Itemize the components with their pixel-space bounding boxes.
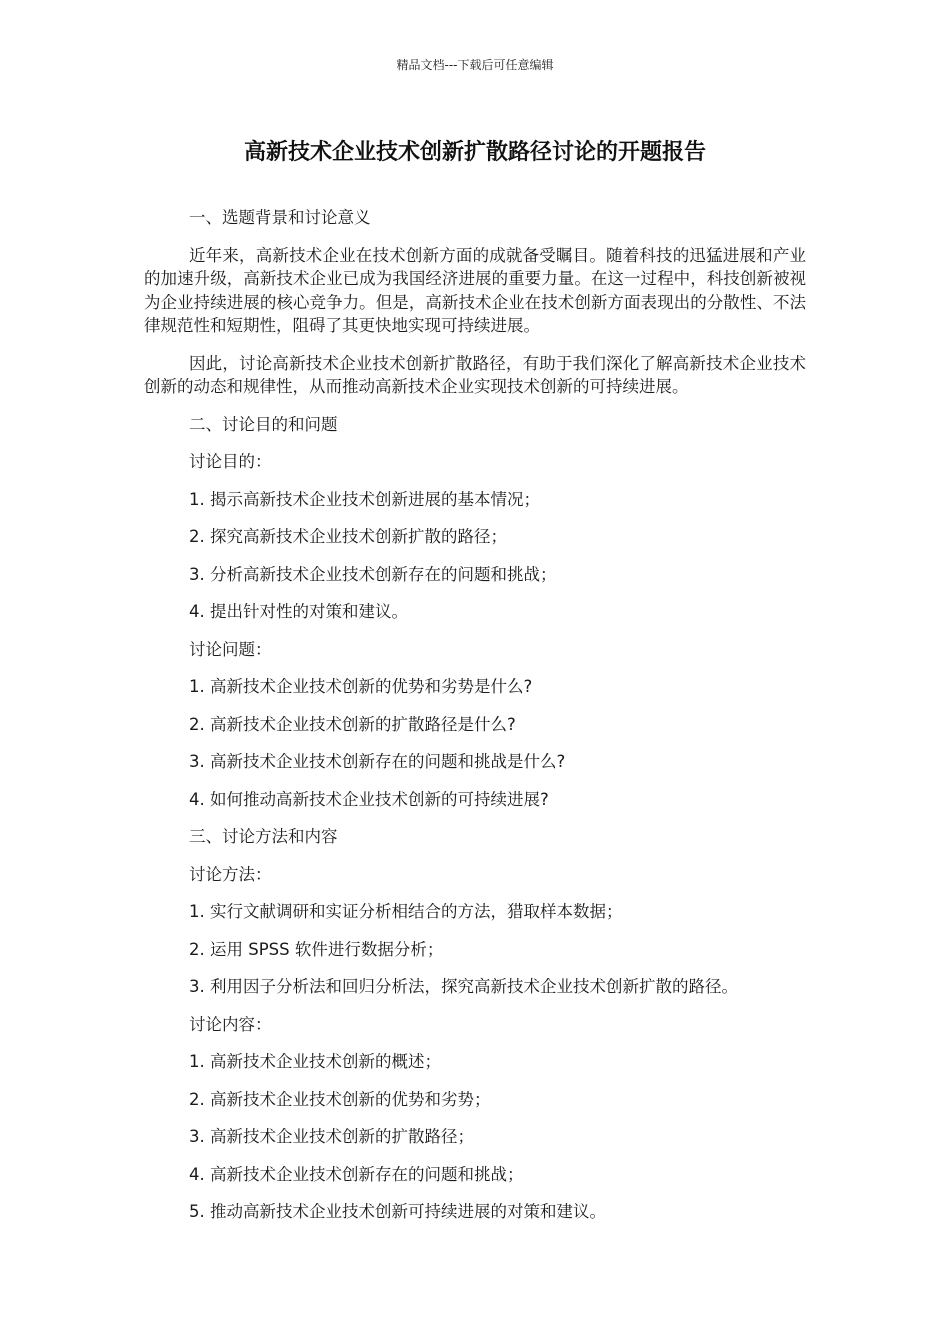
section-heading-purpose: 二、讨论目的和问题 (189, 414, 338, 434)
list-item: 1. 高新技术企业技术创新的概述； (189, 1052, 441, 1071)
sub-label-contents: 讨论内容： (189, 1014, 272, 1034)
sub-label-methods: 讨论方法： (189, 864, 272, 884)
list-item: 2. 高新技术企业技术创新的扩散路径是什么? (189, 714, 516, 734)
sub-label-questions: 讨论问题： (189, 639, 272, 659)
list-item: 1. 实行文献调研和实证分析相结合的方法，猎取样本数据； (189, 902, 623, 921)
paragraph: 近年来，高新技术企业在技术创新方面的成就备受瞩目。随着科技的迅猛进展和产业的加速升级，高新技术企业已成为我国经济进展的重要力量。在这一过程中，科技创新被视为企业持续进展的核心竞争力。但是，高新技术企业在技术创新方面表现出的分散性、不法律规范性和短期性，阻碍了其更快地实现可持续进展。 (144, 245, 806, 335)
document-title: 高新技术企业技术创新扩散路径讨论的开题报告 (243, 140, 706, 165)
list-item: 5. 推动高新技术企业技术创新可持续进展的对策和建议。 (189, 1202, 606, 1221)
list-item: 4. 高新技术企业技术创新存在的问题和挑战； (189, 1164, 524, 1184)
paragraph: 因此，讨论高新技术企业技术创新扩散路径，有助于我们深化了解高新技术企业技术创新的动态和规律性，从而推动高新技术企业实现技术创新的可持续进展。 (144, 353, 806, 396)
list-item: 3. 分析高新技术企业技术创新存在的问题和挑战； (189, 564, 557, 584)
document-body (144, 206, 806, 1238)
list-item: 3. 高新技术企业技术创新存在的问题和挑战是什么? (189, 752, 566, 771)
list-item: 2. 运用 SPSS 软件进行数据分析； (189, 939, 444, 959)
list-item: 2. 探究高新技术企业技术创新扩散的路径； (189, 527, 507, 546)
list-item: 3. 高新技术企业技术创新的扩散路径； (189, 1127, 474, 1146)
list-item: 3. 利用因子分析法和回归分析法，探究高新技术企业技术创新扩散的路径。 (189, 977, 738, 996)
list-item: 4. 提出针对性的对策和建议。 (189, 602, 408, 621)
list-item: 1. 揭示高新技术企业技术创新进展的基本情况； (189, 489, 540, 509)
sub-label-purpose: 讨论目的： (189, 452, 272, 471)
list-item: 2. 高新技术企业技术创新的优势和劣势； (189, 1089, 491, 1109)
list-item: 1. 高新技术企业技术创新的优势和劣势是什么? (189, 677, 533, 696)
page-header: 精品文档---下载后可任意编辑 (396, 58, 554, 72)
list-item: 4. 如何推动高新技术企业技术创新的可持续进展? (189, 789, 549, 809)
section-heading-background: 一、选题背景和讨论意义 (189, 208, 371, 227)
section-heading-methods: 三、讨论方法和内容 (189, 827, 338, 846)
